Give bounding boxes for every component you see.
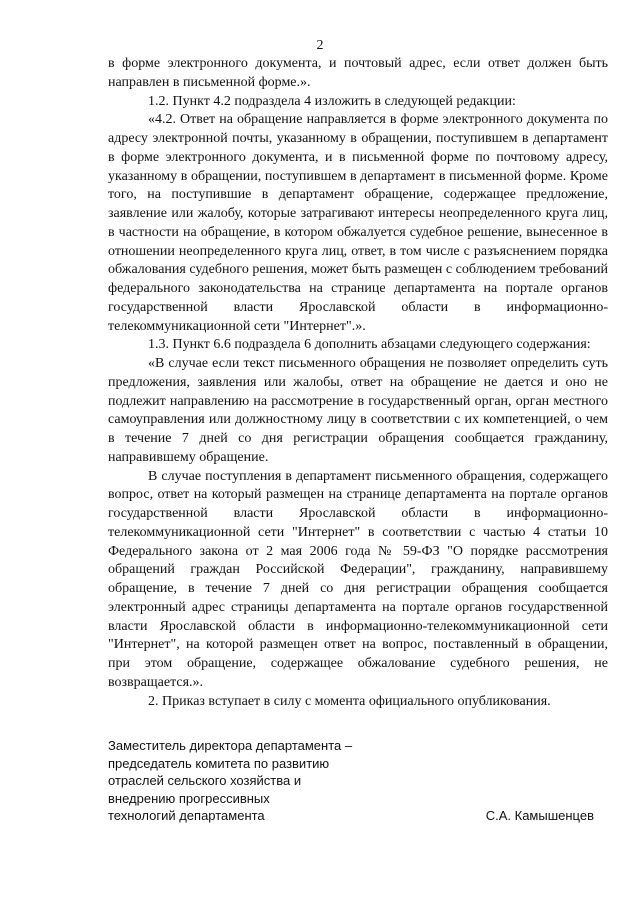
signer-title-line: председатель комитета по развитию xyxy=(108,755,330,771)
paragraph-continuation: в форме электронного документа, и почтовый адрес, если ответ должен быть направлен в письменной форме.». xyxy=(108,56,608,90)
paragraph-item-1-3: 1.3. Пункт 6.6 подраздела 6 дополнить абзацами следующего содержания: xyxy=(148,337,591,353)
signer-title-line: отраслей сельского хозяйства и xyxy=(108,773,302,788)
paragraph-item-1-2: 1.2. Пункт 4.2 подраздела 4 изложить в следующей редакции: xyxy=(148,93,516,109)
document-body xyxy=(108,55,608,711)
paragraph-item-2: 2. Приказ вступает в силу с момента официального опубликования. xyxy=(148,693,551,709)
page-number: 2 xyxy=(316,38,324,53)
signer-name: С.А. Камышенцев xyxy=(485,808,594,823)
signer-title-line: Заместитель директора департамента – xyxy=(108,738,353,753)
signer-title-line: внедрению прогрессивных xyxy=(108,790,270,806)
paragraph-clause-4-2: «4.2. Ответ на обращение направляется в форме электронного документа по адресу электронной почты, указанному в обращении, поступившем в департамент в форме электронного документа, и в письменной форме по почтовому адресу, указанному в обращении, поступившем в департамент в письменной форме. Кроме того, на поступившие в департамент обращение, содержащее предложение, заявление или жалобу, которые затрагивают интересы неопределенного круга лиц, в частности на обращение, в котором обжалуется судебное решение, вынесенное в отношении неопределенного круга лиц, ответ, в том числе с разъяснением порядка обжалования судебного решения, может быть размещен с соблюдением требований федерального законодательства на странице департамента на портале органов государственной власти Ярославской области в информационно-телекоммуникационной сети "Интернет".». xyxy=(108,112,609,334)
signer-title-line: технологий департамента xyxy=(108,808,265,823)
paragraph-insert-1: «В случае если текст письменного обращения не позволяет определить суть предложения, заявления или жалобы, ответ на обращение не дается и оно не подлежит направлению на рассмотрение в государственный орган, орган местного самоуправления или должностному лицу в соответствии с их компетенцией, о чем в течение 7 дней со дня регистрации обращения сообщается гражданину, направившему обращение. xyxy=(108,356,608,465)
paragraph-insert-2: В случае поступления в департамент письменного обращения, содержащего вопрос, ответ на который размещен на странице департамента на портале органов государственной власти Ярославской области в информационно-телекоммуникационной сети "Интернет" в соответствии с частью 4 статьи 10 Федерального закона от 2 мая 2006 года № 59-ФЗ "О порядке рассмотрения обращений граждан Российской Федерации", гражданину, направившему обращение, в течение 7 дней со дня регистрации обращения сообщается электронный адрес страницы департамента на портале органов государственной власти Ярославской области в информационно-телекоммуникационной сети "Интернет", на которой размещен ответ на вопрос, поставленный в обращении, при этом обращение, содержащее обжалование судебного решения, не возвращается.». xyxy=(108,468,608,690)
signature-block xyxy=(108,737,608,825)
